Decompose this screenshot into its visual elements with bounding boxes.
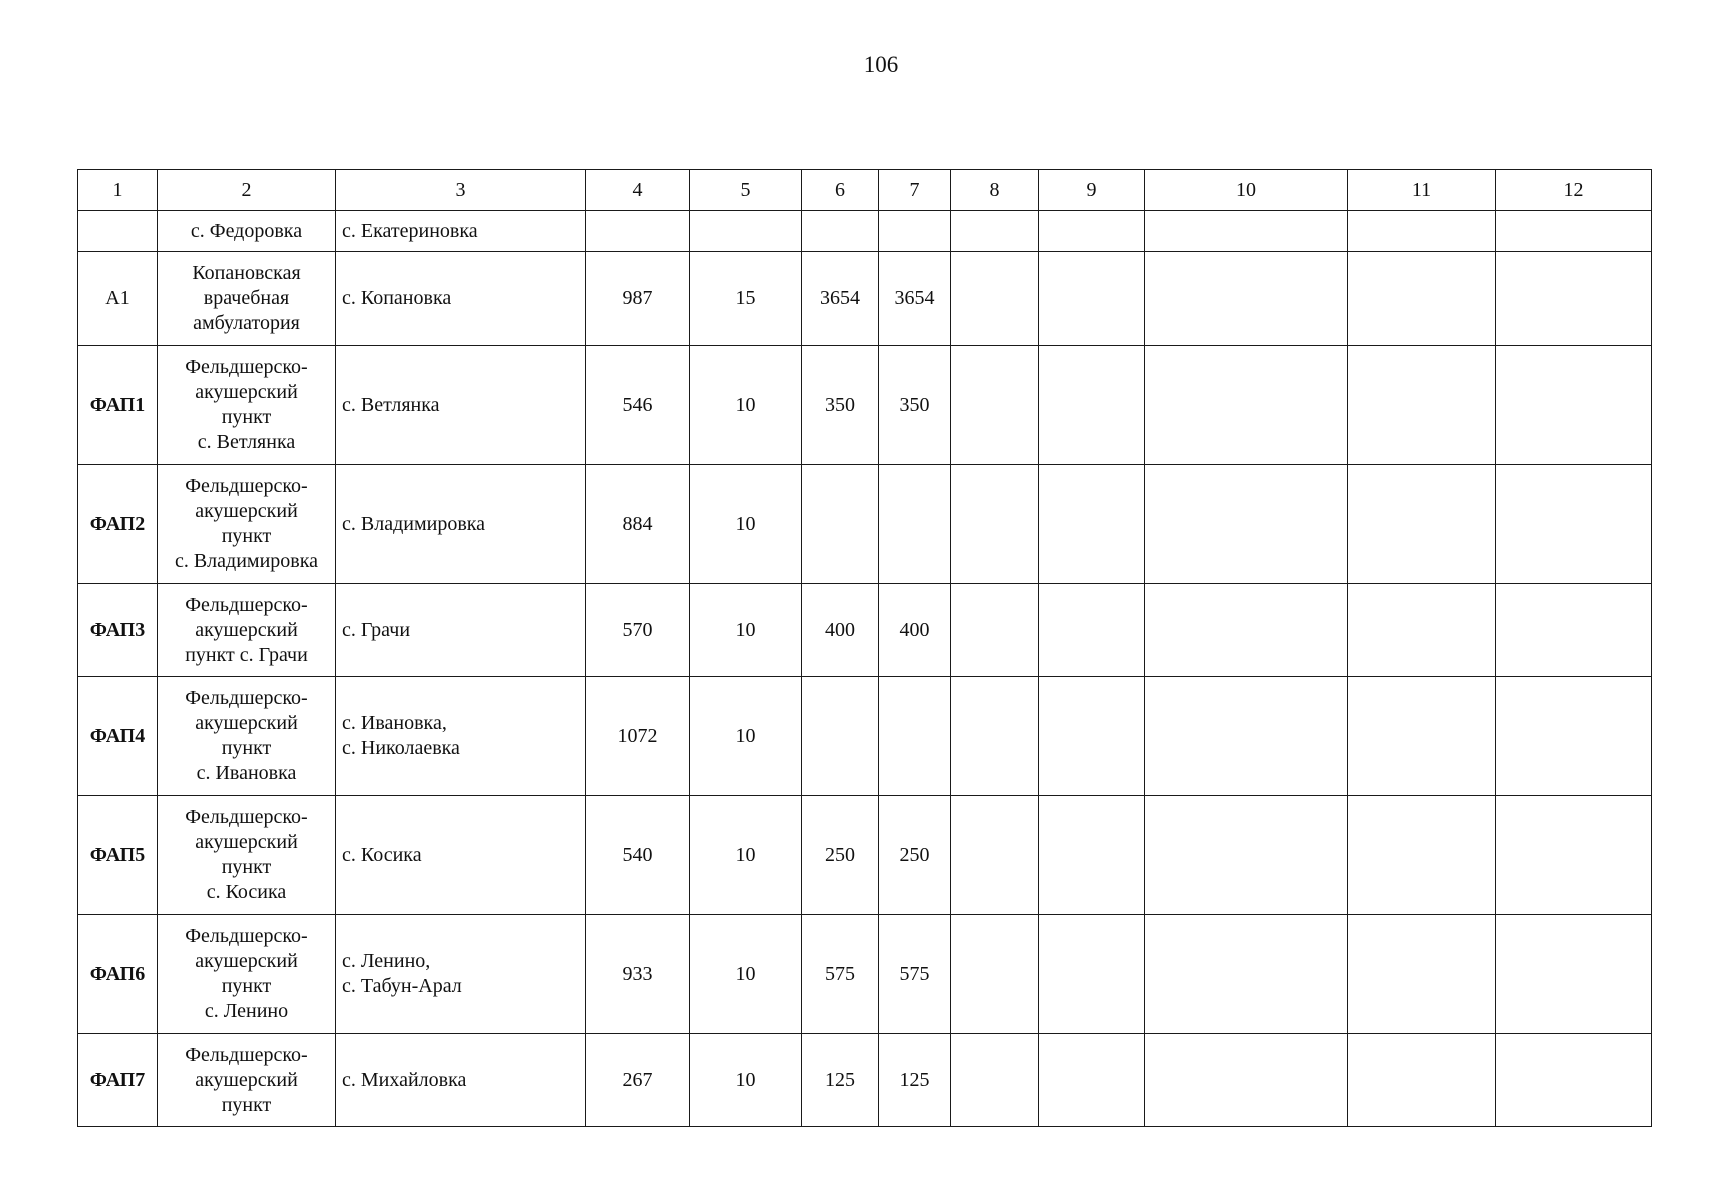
facility-name	[158, 677, 336, 796]
facilities-table	[77, 169, 1652, 1127]
cell-col-11	[1348, 211, 1496, 252]
table-row	[78, 465, 1652, 584]
header-row	[78, 170, 1652, 211]
facility-code: ФАП3	[78, 584, 158, 677]
facility-name-line: Фельдшерско-	[185, 475, 308, 497]
locality-line: с. Косика	[342, 843, 422, 866]
cell-col-9	[1039, 1034, 1145, 1127]
locality-line: с. Екатериновка	[342, 219, 478, 242]
cell-col-11	[1348, 915, 1496, 1034]
facility-code: ФАП5	[78, 796, 158, 915]
cell-col-7: 575	[879, 915, 951, 1034]
cell-col-12	[1496, 465, 1652, 584]
locality-line: с. Ивановка,	[342, 712, 447, 734]
cell-col-4: 267	[586, 1034, 690, 1127]
facility-code	[78, 211, 158, 252]
cell-col-9	[1039, 211, 1145, 252]
cell-col-9	[1039, 915, 1145, 1034]
facility-code: ФАП4	[78, 677, 158, 796]
header-cell-10: 10	[1145, 170, 1348, 211]
table-row	[78, 584, 1652, 677]
cell-col-6: 250	[802, 796, 879, 915]
facility-name	[158, 211, 336, 252]
facility-name-line: с. Ленино	[204, 1000, 289, 1022]
facility-name-line: акушерский	[195, 1068, 298, 1091]
cell-col-8	[951, 346, 1039, 465]
locality	[336, 465, 586, 584]
locality	[336, 677, 586, 796]
cell-col-7: 125	[879, 1034, 951, 1127]
cell-col-9	[1039, 252, 1145, 346]
facility-name-line: пункт	[221, 1093, 272, 1116]
cell-col-4: 1072	[586, 677, 690, 796]
table-row	[78, 677, 1652, 796]
cell-col-9	[1039, 584, 1145, 677]
cell-col-9	[1039, 465, 1145, 584]
header-cell-9: 9	[1039, 170, 1145, 211]
cell-col-4: 570	[586, 584, 690, 677]
cell-col-11	[1348, 584, 1496, 677]
cell-col-12	[1496, 915, 1652, 1034]
cell-col-8	[951, 584, 1039, 677]
cell-col-5: 10	[690, 915, 802, 1034]
facility-name-line: акушерский	[195, 831, 298, 853]
locality	[336, 915, 586, 1034]
cell-col-5: 10	[690, 677, 802, 796]
facility-name-line: акушерский	[195, 712, 298, 734]
facility-code: ФАП2	[78, 465, 158, 584]
locality-line: с. Копановка	[342, 287, 452, 309]
cell-col-11	[1348, 252, 1496, 346]
locality	[336, 1034, 586, 1127]
cell-col-11	[1348, 346, 1496, 465]
facility-code: ФАП1	[78, 346, 158, 465]
locality	[336, 252, 586, 346]
cell-col-5: 10	[690, 346, 802, 465]
cell-col-11	[1348, 796, 1496, 915]
facility-name-line: акушерский	[195, 950, 298, 972]
cell-col-5	[690, 211, 802, 252]
cell-col-7: 350	[879, 346, 951, 465]
facility-name-line: пункт	[221, 525, 272, 547]
header-cell-7: 7	[879, 170, 951, 211]
locality-line: с. Николаевка	[342, 737, 460, 759]
facility-name	[158, 465, 336, 584]
cell-col-7: 3654	[879, 252, 951, 346]
cell-col-10	[1145, 211, 1348, 252]
locality	[336, 584, 586, 677]
cell-col-11	[1348, 465, 1496, 584]
cell-col-8	[951, 915, 1039, 1034]
cell-col-12	[1496, 346, 1652, 465]
locality-line: с. Ветлянка	[342, 393, 440, 416]
cell-col-5: 15	[690, 252, 802, 346]
locality-line: с. Владимировка	[342, 512, 486, 535]
facility-name-line: пункт	[221, 856, 272, 878]
cell-col-9	[1039, 346, 1145, 465]
facility-code: ФАП6	[78, 915, 158, 1034]
cell-col-12	[1496, 796, 1652, 915]
facility-name	[158, 1034, 336, 1127]
facility-name-line: Фельдшерско-	[185, 593, 308, 616]
cell-col-10	[1145, 252, 1348, 346]
facility-name	[158, 584, 336, 677]
cell-col-10	[1145, 584, 1348, 677]
facility-name	[158, 346, 336, 465]
cell-col-4: 546	[586, 346, 690, 465]
facility-name-line: пункт	[221, 975, 272, 997]
facility-name-line: Фельдшерско-	[185, 925, 308, 947]
cell-col-8	[951, 465, 1039, 584]
header-cell-2: 2	[158, 170, 336, 211]
cell-col-7: 250	[879, 796, 951, 915]
facility-name-line: Фельдшерско-	[185, 806, 308, 828]
locality-line: с. Грачи	[342, 618, 411, 641]
locality-line: с. Ленино,	[342, 950, 431, 972]
facility-name-line: акушерский	[195, 381, 298, 403]
facility-name-line: пункт	[221, 737, 272, 759]
facility-name	[158, 915, 336, 1034]
table-row	[78, 796, 1652, 915]
header-cell-5: 5	[690, 170, 802, 211]
facility-name-line: акушерский	[195, 500, 298, 522]
locality	[336, 211, 586, 252]
cell-col-4: 884	[586, 465, 690, 584]
header-cell-4: 4	[586, 170, 690, 211]
cell-col-4: 540	[586, 796, 690, 915]
cell-col-4: 987	[586, 252, 690, 346]
cell-col-10	[1145, 677, 1348, 796]
facility-name-line: с. Федоровка	[190, 219, 303, 242]
cell-col-8	[951, 211, 1039, 252]
cell-col-7	[879, 211, 951, 252]
header-cell-1: 1	[78, 170, 158, 211]
cell-col-12	[1496, 677, 1652, 796]
locality	[336, 346, 586, 465]
cell-col-9	[1039, 796, 1145, 915]
facility-name-line: Фельдшерско-	[185, 687, 308, 709]
cell-col-10	[1145, 915, 1348, 1034]
page-number: 106	[863, 52, 899, 77]
cell-col-8	[951, 1034, 1039, 1127]
facility-code: А1	[78, 252, 158, 346]
facility-name-line: акушерский	[195, 618, 298, 641]
cell-col-8	[951, 252, 1039, 346]
cell-col-8	[951, 796, 1039, 915]
facility-code: ФАП7	[78, 1034, 158, 1127]
cell-col-12	[1496, 1034, 1652, 1127]
cell-col-12	[1496, 252, 1652, 346]
facility-name-line: Копановская	[192, 262, 301, 284]
cell-col-10	[1145, 1034, 1348, 1127]
header-cell-3: 3	[336, 170, 586, 211]
table-row	[78, 252, 1652, 346]
cell-col-11	[1348, 677, 1496, 796]
cell-col-6: 3654	[802, 252, 879, 346]
header-cell-12: 12	[1496, 170, 1652, 211]
cell-col-7: 400	[879, 584, 951, 677]
cell-col-10	[1145, 796, 1348, 915]
cell-col-5: 10	[690, 465, 802, 584]
header-cell-6: 6	[802, 170, 879, 211]
cell-col-6: 125	[802, 1034, 879, 1127]
facility-name-line: с. Ивановка	[196, 762, 297, 784]
facility-name-line: Фельдшерско-	[185, 356, 308, 378]
header-cell-8: 8	[951, 170, 1039, 211]
cell-col-6: 575	[802, 915, 879, 1034]
cell-col-7	[879, 465, 951, 584]
facility-name-line: с. Владимировка	[174, 550, 319, 572]
facility-name	[158, 796, 336, 915]
cell-col-6	[802, 677, 879, 796]
cell-col-12	[1496, 584, 1652, 677]
locality-line: с. Михайловка	[342, 1068, 467, 1091]
facility-name-line: с. Косика	[206, 881, 287, 903]
cell-col-4	[586, 211, 690, 252]
facility-name-line: врачебная	[203, 287, 290, 309]
locality	[336, 796, 586, 915]
cell-col-11	[1348, 1034, 1496, 1127]
cell-col-8	[951, 677, 1039, 796]
facility-name-line: пункт с. Грачи	[185, 643, 308, 666]
cell-col-10	[1145, 465, 1348, 584]
cell-col-7	[879, 677, 951, 796]
cell-col-12	[1496, 211, 1652, 252]
header-cell-11: 11	[1348, 170, 1496, 211]
cell-col-9	[1039, 677, 1145, 796]
cell-col-5: 10	[690, 796, 802, 915]
cell-col-6	[802, 211, 879, 252]
facility-name-line: с. Ветлянка	[197, 431, 296, 453]
facility-name-line: Фельдшерско-	[185, 1043, 308, 1066]
cell-col-6	[802, 465, 879, 584]
facility-name	[158, 252, 336, 346]
cell-col-5: 10	[690, 584, 802, 677]
cell-col-4: 933	[586, 915, 690, 1034]
cell-col-10	[1145, 346, 1348, 465]
locality-line: с. Табун-Арал	[342, 975, 462, 997]
facility-name-line: пункт	[221, 406, 272, 428]
cell-col-6: 400	[802, 584, 879, 677]
cell-col-6: 350	[802, 346, 879, 465]
cell-col-5: 10	[690, 1034, 802, 1127]
table-row	[78, 346, 1652, 465]
table-row	[78, 1034, 1652, 1127]
facility-name-line: амбулатория	[193, 312, 300, 334]
table-row	[78, 211, 1652, 252]
table-row	[78, 915, 1652, 1034]
